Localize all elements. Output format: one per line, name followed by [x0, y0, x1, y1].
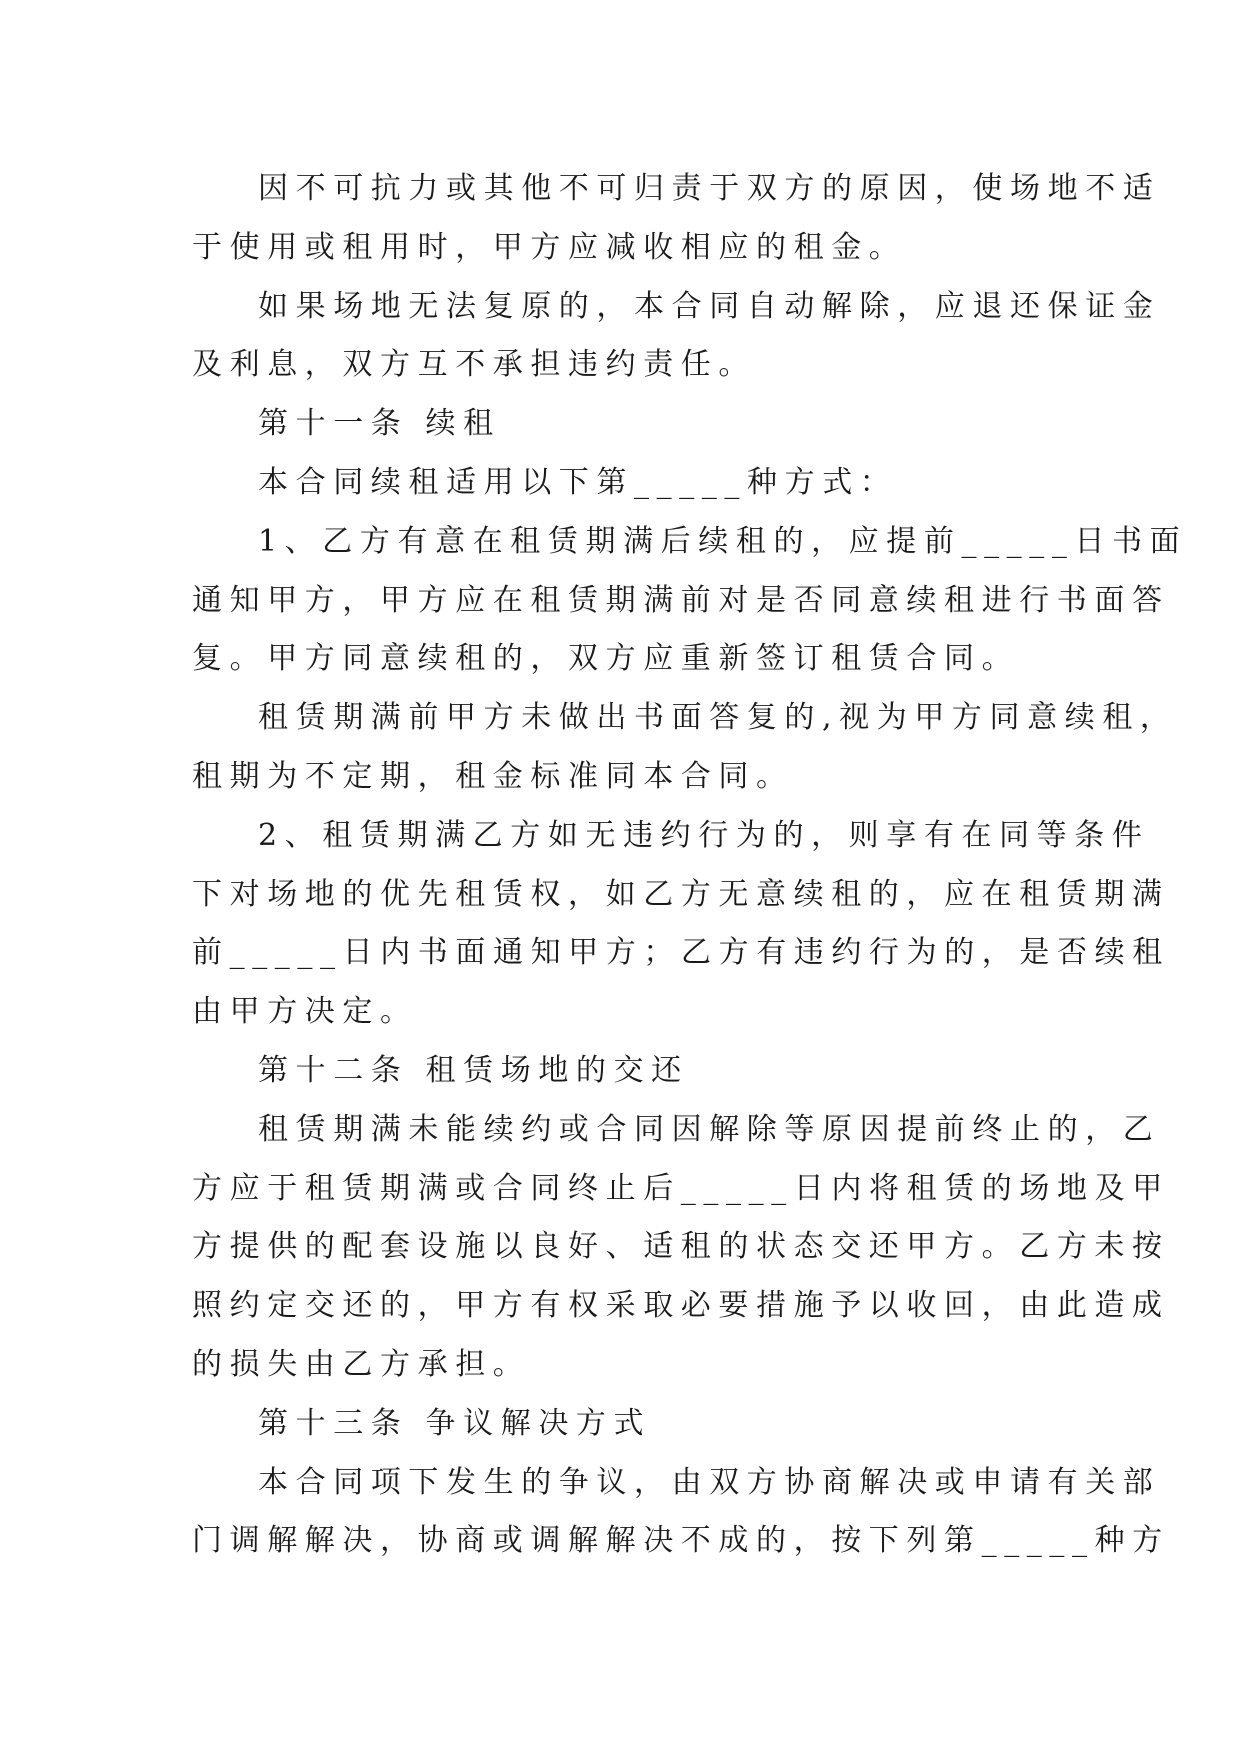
text-line: 门调解解决，协商或调解解决不成的，按下列第_____种方: [192, 1523, 1170, 1559]
text-line: 如果场地无法复原的，本合同自动解除，应退还保证金: [258, 288, 1161, 324]
paragraph-renewal-option-2: [192, 807, 1170, 1042]
text-line: 方提供的配套设施以良好、适租的状态交还甲方。乙方未按: [192, 1229, 1170, 1265]
text-line: 复。甲方同意续租的，双方应重新签订租赁合同。: [192, 641, 1020, 677]
paragraph-renewal-method: [192, 454, 1052, 513]
article-heading-11: [192, 395, 1052, 454]
text-line: 租赁期满未能续约或合同因解除等原因提前终止的，乙: [258, 1111, 1161, 1147]
paragraph-no-reply-renewal: [192, 689, 1178, 807]
text-line: 本合同续租适用以下第_____种方式：: [258, 464, 898, 500]
text-line: 本合同项下发生的争议，由双方协商解决或申请有关部: [258, 1464, 1161, 1500]
text-line: 租期为不定期，租金标准同本合同。: [192, 758, 794, 794]
section-heading: 第十三条 争议解决方式: [258, 1405, 652, 1441]
text-line: 2、租赁期满乙方如无违约行为的，则享有在同等条件: [258, 817, 1150, 853]
text-line: 的损失由乙方承担。: [192, 1346, 531, 1382]
article-heading-13: [192, 1395, 1052, 1454]
text-line: 照约定交还的，甲方有权采取必要措施予以收回，由此造成: [192, 1288, 1170, 1324]
section-heading: 第十一条 续租: [258, 406, 501, 442]
text-line: 前_____日内书面通知甲方；乙方有违约行为的，是否续租: [192, 935, 1170, 971]
text-line: 方应于租赁期满或合同终止后_____日内将租赁的场地及甲: [192, 1170, 1170, 1206]
paragraph-renewal-option-1: [192, 513, 1188, 689]
text-line: 1、乙方有意在租赁期满后续租的，应提前_____日书面: [258, 523, 1188, 559]
text-line: 及利息，双方互不承担违约责任。: [192, 347, 756, 383]
text-line: 于使用或租用时，甲方应减收相应的租金。: [192, 229, 907, 265]
paragraph-force-majeure: [192, 160, 1161, 278]
article-heading-12: [192, 1042, 1052, 1101]
text-line: 通知甲方，甲方应在租赁期满前对是否同意续租进行书面答: [192, 582, 1170, 618]
paragraph-site-unrestorable: [192, 278, 1161, 396]
document-body: [192, 160, 1188, 1571]
paragraph-dispute-resolution: [192, 1454, 1170, 1572]
section-heading: 第十二条 租赁场地的交还: [258, 1052, 689, 1088]
paragraph-site-return: [192, 1101, 1170, 1395]
text-line: 因不可抗力或其他不可归责于双方的原因，使场地不适: [258, 171, 1161, 206]
text-line: 租赁期满前甲方未做出书面答复的,视为甲方同意续租，: [258, 700, 1178, 736]
text-line: 由甲方决定。: [192, 994, 418, 1030]
text-line: 下对场地的优先租赁权，如乙方无意续租的，应在租赁期满: [192, 876, 1170, 912]
